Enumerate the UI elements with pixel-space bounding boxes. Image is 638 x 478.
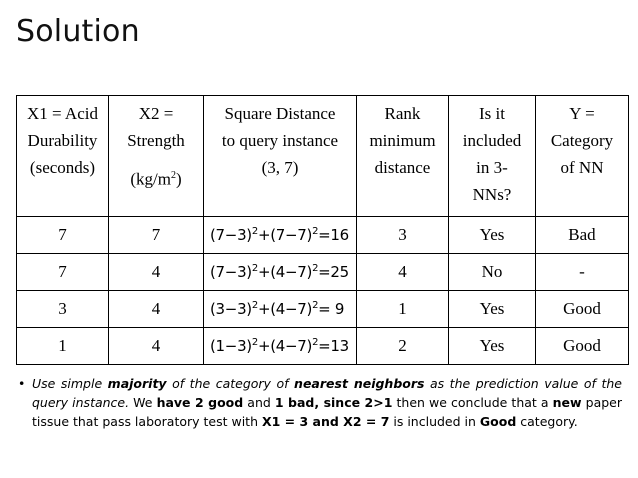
bullet-marker: •	[18, 376, 26, 391]
header-x2	[109, 96, 204, 217]
header-line: Category	[550, 131, 614, 150]
formula-exponent: 2	[312, 263, 319, 274]
header-line: Durability	[27, 131, 98, 150]
cell-distance-formula	[204, 328, 357, 365]
cell-category: Bad	[536, 217, 629, 254]
header-line: NNs?	[472, 185, 512, 204]
header-x1	[17, 96, 109, 217]
formula-term-1: (1−3)	[210, 337, 252, 355]
cell-included: Yes	[449, 217, 536, 254]
table-row	[17, 328, 629, 365]
formula-result: =13	[318, 337, 349, 355]
formula-exponent: 2	[251, 263, 258, 274]
cell-x2: 4	[109, 254, 204, 291]
unit-end: )	[175, 169, 182, 189]
cell-included: No	[449, 254, 536, 291]
cell-rank: 2	[357, 328, 449, 365]
note-emphasis: nearest neighbors	[294, 376, 425, 391]
cell-rank: 1	[357, 291, 449, 328]
formula-result: =25	[318, 263, 349, 281]
formula-exponent: 2	[312, 300, 319, 311]
cell-rank: 3	[357, 217, 449, 254]
note-text: category.	[516, 414, 578, 429]
header-category	[536, 96, 629, 217]
header-line: of NN	[560, 158, 604, 177]
cell-x2: 7	[109, 217, 204, 254]
header-line: distance	[374, 158, 431, 177]
cell-x1: 7	[17, 254, 109, 291]
table-header-row	[17, 96, 629, 217]
header-rank	[357, 96, 449, 217]
note-text: Use simple	[32, 376, 108, 391]
formula-exponent: 2	[251, 337, 258, 348]
table-row	[17, 217, 629, 254]
formula-exponent: 2	[251, 300, 258, 311]
header-line: included	[462, 131, 522, 150]
header-line: X1 = Acid	[27, 104, 98, 123]
header-unit	[109, 162, 203, 193]
note-emphasis: 1 bad, since 2>1	[274, 395, 393, 410]
cell-category: -	[536, 254, 629, 291]
note-emphasis: Good	[479, 414, 517, 429]
header-line: (seconds)	[29, 158, 96, 177]
knn-table	[16, 95, 629, 365]
unit-base: (kg/m	[130, 169, 171, 189]
cell-distance-formula	[204, 254, 357, 291]
note-text: We	[129, 395, 157, 410]
note-text: and	[243, 395, 275, 410]
note-emphasis: have 2 good	[156, 395, 244, 410]
formula-term-2: +(4−7)	[257, 263, 313, 281]
header-line: Is it	[479, 104, 505, 123]
cell-x2: 4	[109, 328, 204, 365]
header-included	[449, 96, 536, 217]
formula-term-1: (7−3)	[210, 226, 252, 244]
cell-category: Good	[536, 291, 629, 328]
header-line: in 3-	[476, 158, 508, 177]
cell-rank: 4	[357, 254, 449, 291]
note-emphasis: new	[552, 395, 582, 410]
formula-term-2: +(4−7)	[257, 300, 313, 318]
note-emphasis: majority	[107, 376, 167, 391]
table-row	[17, 254, 629, 291]
note-text: of the category of	[166, 376, 295, 391]
cell-distance-formula	[204, 217, 357, 254]
note-text: is included in	[389, 414, 480, 429]
formula-result: = 9	[318, 300, 345, 318]
cell-x1: 1	[17, 328, 109, 365]
header-line: Y =	[569, 104, 595, 123]
cell-distance-formula	[204, 291, 357, 328]
header-square-distance	[204, 96, 357, 217]
header-line: minimum	[369, 131, 436, 150]
formula-exponent: 2	[312, 337, 319, 348]
header-line: (3, 7)	[261, 158, 299, 177]
cell-included: Yes	[449, 328, 536, 365]
formula-term-2: +(4−7)	[257, 337, 313, 355]
header-line: Square Distance	[224, 104, 336, 123]
cell-category: Good	[536, 328, 629, 365]
note-text: paper tissue that pass laboratory test with	[32, 395, 622, 429]
cell-x1: 7	[17, 217, 109, 254]
header-line: X2 =	[138, 104, 174, 123]
header-line: Rank	[384, 104, 421, 123]
slide-title: Solution	[16, 14, 140, 49]
formula-result: =16	[318, 226, 349, 244]
conclusion-text	[32, 374, 622, 431]
header-line: Strength	[127, 131, 185, 150]
table-row	[17, 291, 629, 328]
conclusion-note	[18, 374, 622, 431]
unit-exponent: 2	[170, 170, 176, 181]
formula-exponent: 2	[251, 226, 258, 237]
note-text: as the prediction value of the query instance.	[32, 376, 622, 410]
formula-term-2: +(7−7)	[257, 226, 313, 244]
formula-term-1: (3−3)	[210, 300, 252, 318]
note-text: then we conclude that a	[392, 395, 553, 410]
formula-exponent: 2	[312, 226, 319, 237]
formula-term-1: (7−3)	[210, 263, 252, 281]
cell-included: Yes	[449, 291, 536, 328]
header-line: to query instance	[221, 131, 339, 150]
cell-x1: 3	[17, 291, 109, 328]
cell-x2: 4	[109, 291, 204, 328]
note-emphasis: X1 = 3 and X2 = 7	[261, 414, 390, 429]
